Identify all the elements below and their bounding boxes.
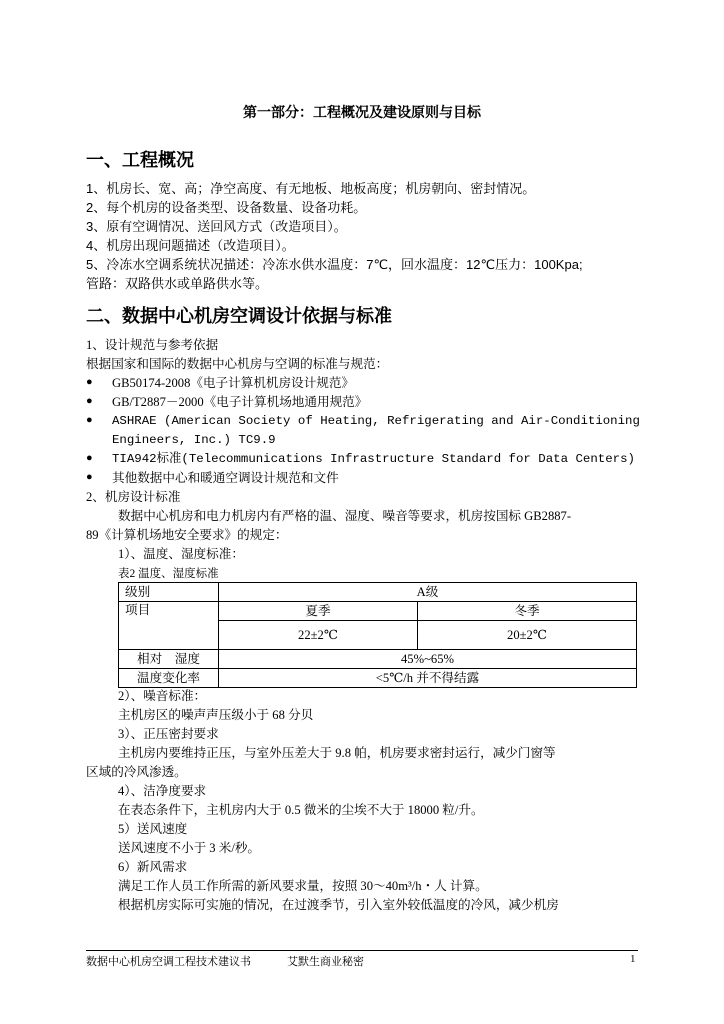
temp-humidity-table: [118, 582, 637, 688]
pressure-text-line-1: 主机房内要维持正压，与室外压差大于 9.8 帕，机房要求密封运行，减少门窗等: [118, 746, 556, 760]
fresh-air-heading: 6）新风需求: [118, 860, 188, 874]
footer-page-number: 1: [630, 953, 636, 965]
pressure-text-line-2: 区域的冷风渗透。: [86, 765, 187, 779]
fresh-air-text: 满足工作人员工作所需的新风要求量，按照 30～40m³/h・人 计算。: [118, 879, 488, 893]
table-cell-grade-value: A级: [219, 583, 637, 602]
bullet-icon: ●: [86, 376, 93, 388]
section-2-heading: 二、数据中心机房空调设计依据与标准: [86, 306, 392, 326]
footer-confidential: 艾默生商业秘密: [287, 956, 364, 968]
table-cell-rate-value: <5℃/h 并不得结露: [219, 669, 637, 688]
fresh-air-text-2: 根据机房实际可实施的情况，在过渡季节，引入室外较低温度的冷风，减少机房: [118, 898, 559, 912]
standard-paragraph-line-2: 89《计算机场地安全要求》的规定：: [86, 528, 288, 542]
overview-item-5-cont: 管路：双路供水或单路供水等。: [86, 276, 269, 291]
standard-item-4: TIA942标准(Telecommunications Infrastructure Standard for Data Centers): [112, 452, 635, 466]
standard-paragraph-line-1: 数据中心机房和电力机房内有严格的温、湿度、噪音等要求，机房按国标 GB2887-: [118, 509, 572, 523]
standard-item-2: GB/T2887－2000《电子计算机场地通用规范》: [112, 395, 368, 409]
noise-text: 主机房区的噪声声压级小于 68 分贝: [118, 708, 314, 722]
airflow-heading: 5）送风速度: [118, 822, 188, 836]
overview-item-3: 3、原有空调情况、送回风方式（改造项目）。: [86, 219, 347, 234]
table-cell-grade-label: 级别: [119, 583, 219, 602]
airflow-text: 送风速度不小于 3 米/秒。: [118, 841, 261, 855]
standard-item-5: 其他数据中心和暖通空调设计规范和文件: [112, 471, 339, 485]
cleanliness-text: 在表态条件下，主机房内大于 0.5 微米的尘埃不大于 18000 粒/升。: [118, 803, 484, 817]
bullet-icon: ●: [86, 452, 93, 464]
table-cell-summer: 夏季: [219, 602, 418, 621]
pressure-heading: 3）、正压密封要求: [118, 727, 219, 741]
table-cell-humidity-value: 45%~65%: [219, 650, 637, 669]
sub-heading-design-basis: 1、设计规范与参考依据: [86, 338, 219, 352]
overview-item-4: 4、机房出现问题描述（改造项目）。: [86, 238, 295, 253]
overview-item-2: 2、每个机房的设备类型、设备数量、设备功耗。: [86, 200, 367, 215]
table-cell-rate-label: 温度变化率: [119, 669, 219, 688]
table-caption: 表2 温度、湿度标准: [118, 568, 219, 580]
standard-item-3-cont: Engineers, Inc.) TC9.9: [112, 433, 276, 447]
standard-item-3: ASHRAE (American Society of Heating, Refrigerating and Air-Conditioning: [112, 414, 640, 428]
table-cell-humidity-label: 相对 湿度: [119, 650, 219, 669]
standards-intro: 根据国家和国际的数据中心机房与空调的标准与规范：: [86, 357, 389, 371]
temp-humidity-heading: 1）、温度、湿度标准：: [118, 547, 244, 561]
footer-doc-title: 数据中心机房空调工程技术建议书: [86, 956, 251, 968]
document-title: 第一部分：工程概况及建设原则与目标: [243, 104, 481, 120]
section-1-heading: 一、工程概况: [86, 150, 194, 170]
noise-heading: 2）、噪音标准：: [118, 689, 207, 703]
cleanliness-heading: 4）、洁净度要求: [118, 784, 207, 798]
overview-item-1: 1、机房长、宽、高；净空高度、有无地板、地板高度；机房朝向、密封情况。: [86, 181, 536, 196]
table-cell-summer-temp: 22±2℃: [219, 621, 418, 650]
table-cell-winter: 冬季: [418, 602, 637, 621]
footer-rule: [86, 950, 638, 951]
table-cell-item-label: 项目: [119, 602, 219, 650]
table-cell-winter-temp: 20±2℃: [418, 621, 637, 650]
sub-heading-design-standard: 2、机房设计标准: [86, 490, 181, 504]
bullet-icon: ●: [86, 471, 93, 483]
standard-item-1: GB50174-2008《电子计算机机房设计规范》: [112, 376, 355, 390]
overview-item-5: 5、冷冻水空调系统状况描述：冷冻水供水温度：7℃，回水温度：12℃压力：100Kpa;: [86, 257, 583, 272]
bullet-icon: ●: [86, 395, 93, 407]
bullet-icon: ●: [86, 414, 93, 426]
